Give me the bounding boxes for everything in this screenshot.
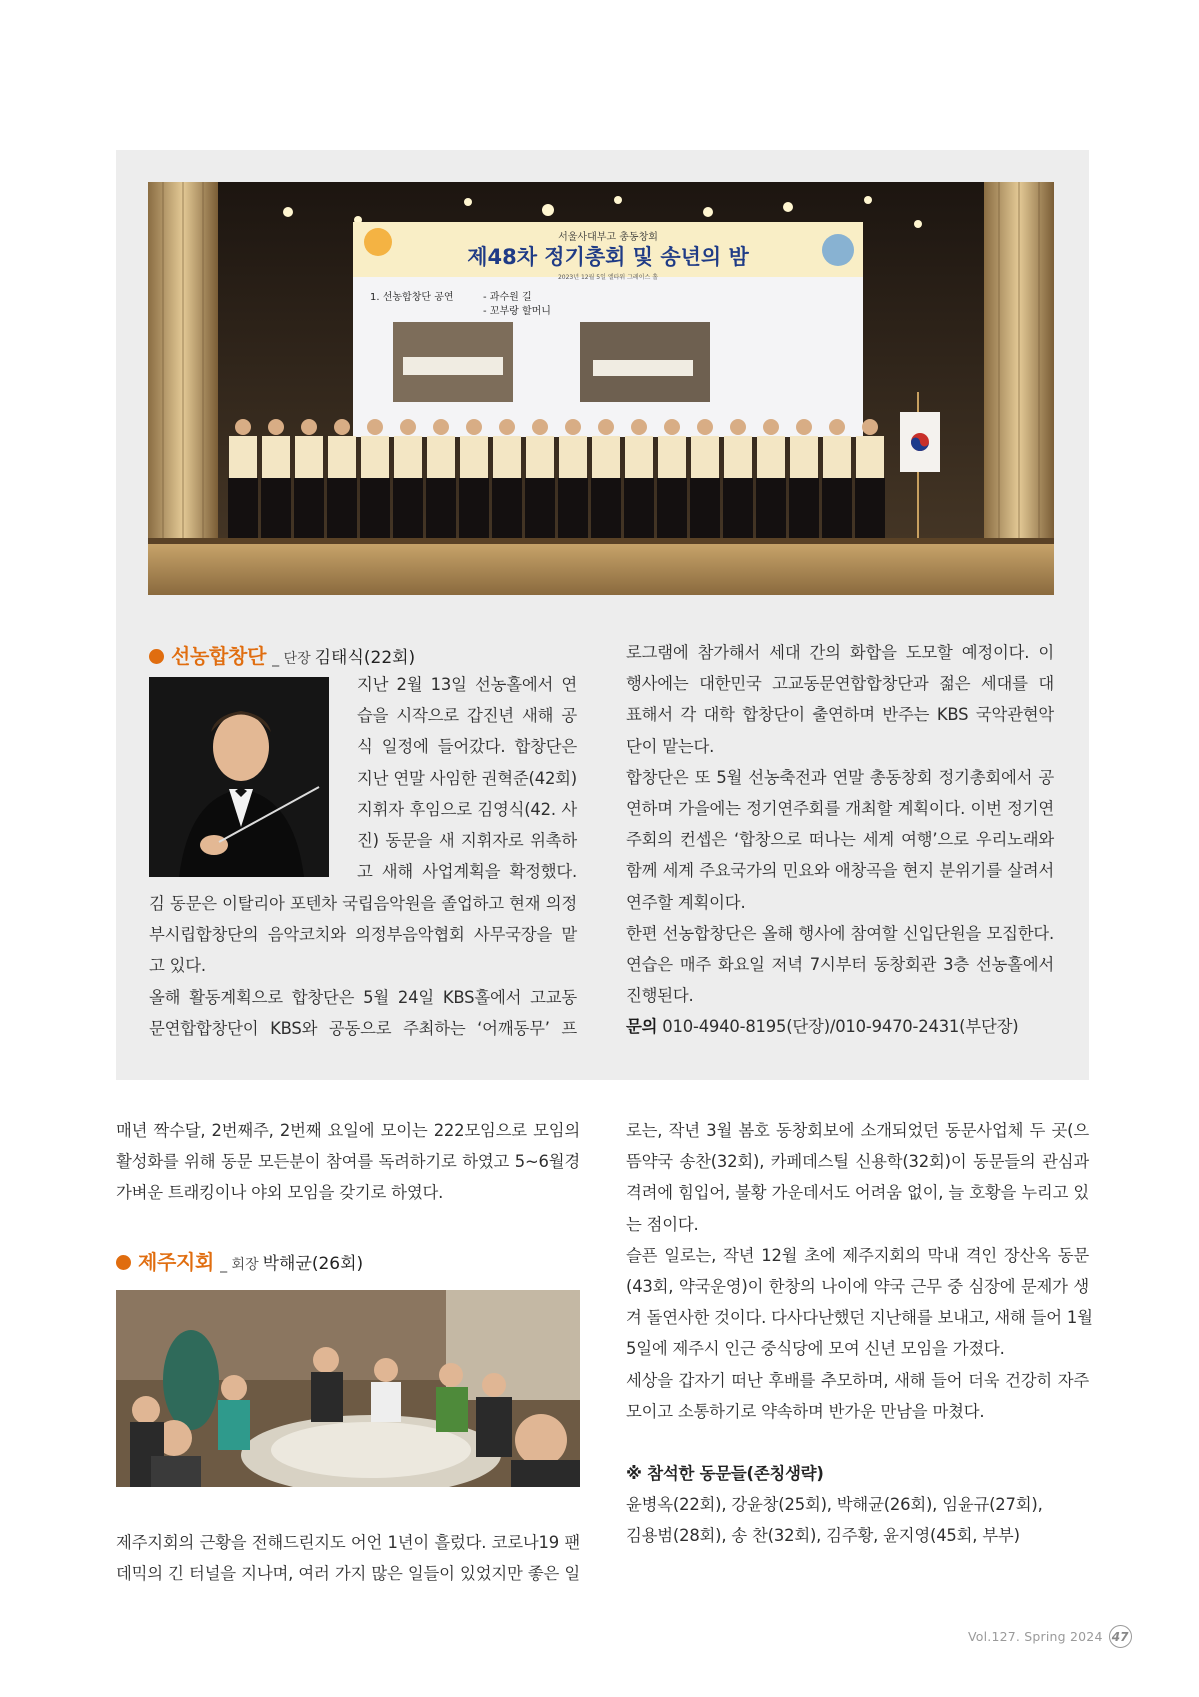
attendees-line: 김용범(28회), 송 찬(32회), 김주황, 윤지영(45회, 부부) — [626, 1526, 1020, 1546]
choir-right-text — [626, 637, 1054, 1043]
bullet-dot-icon — [116, 1255, 131, 1270]
paragraph-line: 세상을 갑자기 떠난 후배를 추모하며, 새해 들어 더욱 건강히 자주 — [626, 1370, 1089, 1390]
paragraph-line: 모이고 소통하기로 약속하며 반가운 만남을 마쳤다. — [626, 1401, 985, 1421]
choir-singer-figure — [723, 419, 753, 540]
attendees-line: 윤병옥(22회), 강윤창(25회), 박해균(26회), 임윤규(27회), — [626, 1495, 1043, 1515]
paragraph-line: 지난 연말 사임한 권혁준(42회) — [357, 768, 577, 788]
choir-left-wrapped-text — [357, 669, 577, 887]
paragraph-line: 식 일정에 들어갔다. 합창단은 — [357, 737, 577, 757]
choir-left-text — [149, 888, 577, 1044]
paragraph-line: 는 점이다. — [626, 1214, 699, 1234]
choir-section-heading — [149, 640, 415, 670]
choir-singer-figure — [591, 419, 621, 540]
choir-singer-figure — [294, 419, 324, 540]
choir-singer-figure — [624, 419, 654, 540]
choir-singer-figure — [228, 419, 258, 540]
conductor-portrait — [149, 677, 329, 877]
paragraph-line: 지휘자 후임으로 김영식(42. 사 — [357, 799, 577, 819]
jeju-leader-name: 박해균(26회) — [262, 1254, 364, 1274]
jeju-left-text — [116, 1527, 580, 1589]
paragraph-line: 연습은 매주 화요일 저녁 7시부터 동창회관 3층 선농홀에서 — [626, 955, 1054, 975]
paragraph-line: 로그램에 참가해서 세대 간의 화합을 도모할 예정이다. 이 — [626, 643, 1054, 662]
choir-singer-figure — [492, 419, 522, 540]
choir-singer-figure — [756, 419, 786, 540]
paragraph-line: 고 새해 사업계획을 확정했다. — [357, 862, 577, 882]
choir-singer-figure — [525, 419, 555, 540]
choir-singer-figure — [657, 419, 687, 540]
jeju-right-text — [626, 1115, 1093, 1552]
page-footer — [968, 1625, 1132, 1648]
attendees-title: ※ 참석한 동문들(존칭생략) — [626, 1464, 824, 1484]
choir-singer-figure — [327, 419, 357, 540]
paragraph-line: 뜸약국 송찬(32회), 카페데스틸 신용학(32회)이 동문들의 관심과 — [626, 1152, 1089, 1172]
paragraph-line: 매년 짝수달, 2번째주, 2번째 요일에 모이는 222모임으로 모임의 — [116, 1121, 580, 1140]
paragraph-line: 연하며 가을에는 정기연주회를 개최할 계획이다. 이번 정기연 — [626, 799, 1054, 819]
intro-text — [116, 1115, 580, 1209]
paragraph-line: 올해 활동계획으로 합창단은 5월 24일 KBS홀에서 고교동 — [149, 987, 577, 1007]
screen-date-text: 2023년 12월 5일 엘타워 그레이스 홀 — [557, 274, 659, 281]
paragraph-line: 데믹의 긴 터널을 지나며, 여러 가지 많은 일들이 있었지만 좋은 일 — [116, 1564, 580, 1584]
paragraph-line: 부시립합창단의 음악코치와 의정부음악협회 사무국장을 맡 — [149, 925, 577, 945]
bullet-dot-icon — [149, 649, 164, 664]
paragraph-line: 표해서 각 대학 합창단이 출연하며 반주는 KBS 국악관현악 — [626, 705, 1054, 725]
paragraph-line: 활성화를 위해 동문 모든분이 참여를 독려하기로 하였고 5~6월경 — [116, 1152, 580, 1172]
paragraph-line: 고 있다. — [149, 956, 206, 976]
paragraph-line: 단이 맡는다. — [626, 736, 715, 756]
paragraph-line: 가벼운 트래킹이나 야외 모임을 갖기로 하였다. — [116, 1183, 444, 1203]
choir-singer-figure — [459, 419, 489, 540]
choir-title: 선농합창단 — [171, 644, 267, 668]
blank-line — [626, 1427, 1089, 1458]
screen-song-2: - 꼬부랑 할머니 — [483, 306, 551, 317]
screen-header-text: 서울사대부고 총동창회 — [558, 232, 658, 243]
choir-singer-figure — [822, 419, 852, 540]
paragraph-line: 슬픈 일로는, 작년 12월 초에 제주지회의 막내 격인 장산옥 동문 — [626, 1245, 1089, 1265]
issue-label: Vol.127. Spring 2024 — [968, 1629, 1103, 1644]
paragraph-line: 합창단은 또 5월 선농축전과 연말 총동창회 정기총회에서 공 — [626, 767, 1054, 787]
choir-singer-figure — [855, 419, 885, 540]
choir-singer-figure — [360, 419, 390, 540]
paragraph-line: 함께 세계 주요국가의 민요와 애창곡을 현지 분위기를 살려서 — [626, 861, 1054, 881]
paragraph-line: 문연합합창단이 KBS와 공동으로 주최하는 ‘어깨동무’ 프 — [149, 1018, 577, 1038]
jeju-section-heading — [116, 1246, 363, 1276]
page-number: 47 — [1109, 1625, 1132, 1648]
paragraph-line: 연주할 계획이다. — [626, 892, 746, 912]
screen-item-text: 1. 선농합창단 공연 — [370, 292, 454, 303]
jeju-title: 제주지회 — [138, 1250, 215, 1274]
choir-singer-figure — [690, 419, 720, 540]
contact-label: 문의 — [626, 1017, 658, 1037]
paragraph-line: 지난 2월 13일 선농홀에서 연 — [357, 675, 577, 694]
paragraph-line: 제주지회의 근황을 전해드린지도 어언 1년이 흘렀다. 코로나19 팬 — [116, 1533, 580, 1552]
screen-title-text: 제48차 정기총회 및 송년의 밤 — [467, 245, 749, 269]
choir-singer-figure — [789, 419, 819, 540]
paragraph-line: 겨 돌연사한 것이다. 다사다난했던 지난해를 보내고, 새해 들어 1월 — [626, 1308, 1093, 1328]
paragraph-line: 한편 선농합창단은 올해 행사에 참여할 신입단원을 모집한다. — [626, 923, 1054, 943]
choir-leader-role: _ 단장 — [272, 651, 311, 667]
paragraph-line: 진행된다. — [626, 986, 694, 1006]
paragraph-line: 격려에 힘입어, 불황 가운데서도 어려움 없이, 늘 호황을 누리고 있 — [626, 1183, 1089, 1203]
paragraph-line: 김 동문은 이탈리아 포텐차 국립음악원을 졸업하고 현재 의정 — [149, 894, 577, 913]
paragraph-line: 로는, 작년 3월 봄호 동창회보에 소개되었던 동문사업체 두 곳(으 — [626, 1121, 1089, 1140]
jeju-leader-role: _ 회장 — [220, 1257, 259, 1273]
jeju-gathering-photo — [116, 1290, 580, 1487]
choir-singer-figure — [426, 419, 456, 540]
choir-singer-figure — [558, 419, 588, 540]
paragraph-line: 진) 동문을 새 지휘자로 위촉하 — [357, 831, 577, 851]
choir-singer-figure — [261, 419, 291, 540]
screen-song-1: - 과수원 길 — [483, 292, 532, 303]
contact-phone-numbers: 010-4940-8195(단장)/010-9470-2431(부단장) — [657, 1017, 1019, 1037]
choir-leader-name: 김태식(22회) — [314, 648, 416, 668]
paragraph-line: 5일에 제주시 인근 중식당에 모여 신년 모임을 가졌다. — [626, 1339, 1005, 1359]
paragraph-line: 주회의 컨셉은 ‘합창으로 떠나는 세계 여행’으로 우리노래와 — [626, 830, 1054, 850]
choir-singer-figure — [393, 419, 423, 540]
choir-stage-photo — [148, 182, 1054, 595]
contact-line — [626, 1011, 1054, 1042]
paragraph-line: (43회, 약국운영)이 한창의 나이에 약국 근무 중 심장에 문제가 생 — [626, 1277, 1089, 1297]
paragraph-line: 습을 시작으로 갑진년 새해 공 — [357, 706, 577, 726]
paragraph-line: 행사에는 대한민국 고교동문연합합창단과 젊은 세대를 대 — [626, 674, 1054, 694]
